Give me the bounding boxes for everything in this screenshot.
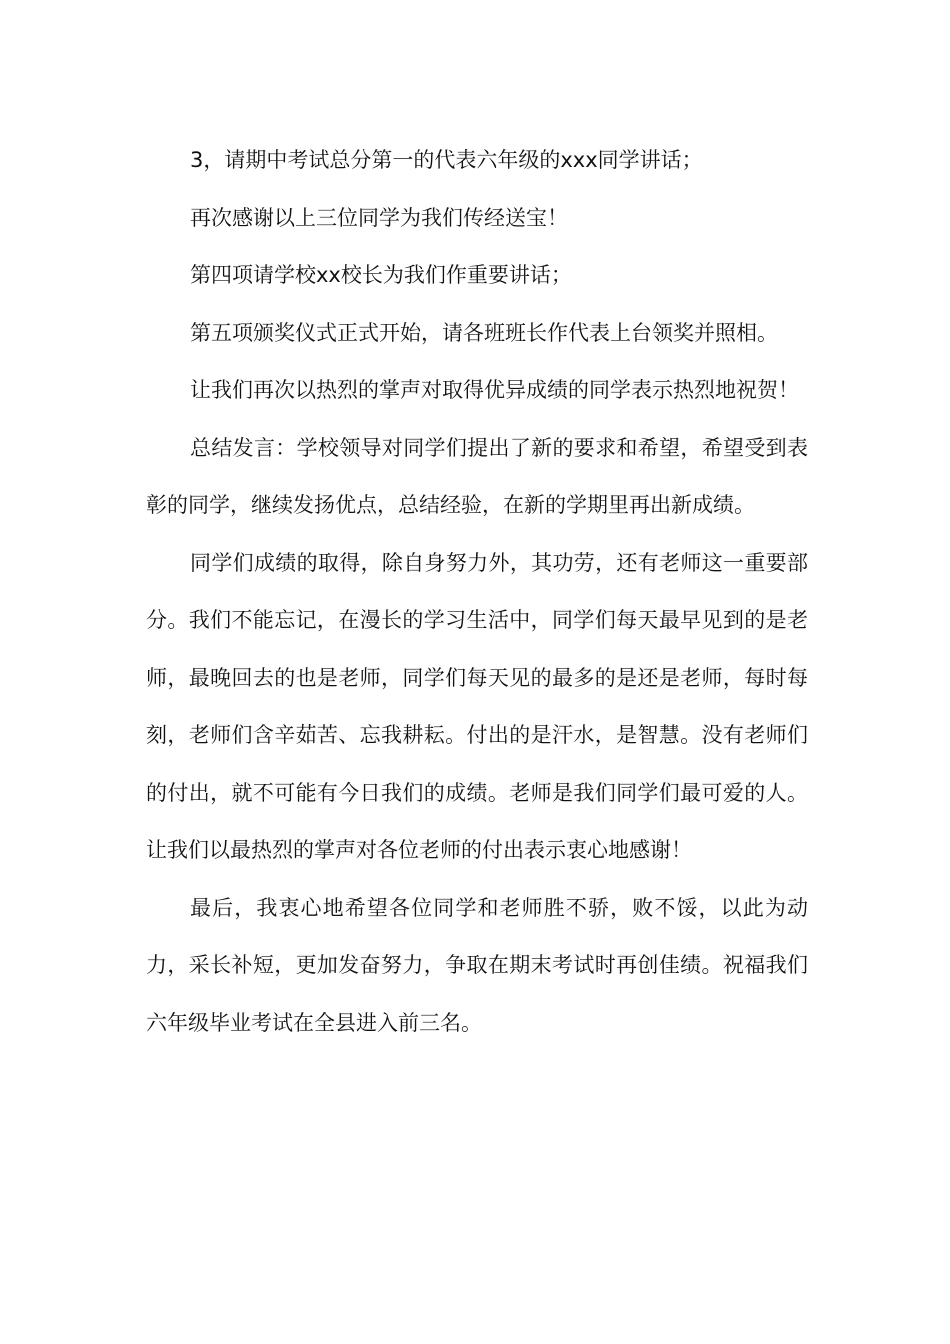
- paragraph-4: 第五项颁奖仪式正式开始，请各班班长作代表上台领奖并照相。: [190, 320, 778, 345]
- paragraph-6: 总结发言：学校领导对同学们提出了新的要求和希望，希望受到表彰的同学，继续发扬优点，总结经验，在新的学期里再出新成绩。: [146, 435, 808, 517]
- paragraph-2: 再次感谢以上三位同学为我们传经送宝！: [190, 205, 568, 230]
- paragraph-7: 同学们成绩的取得，除自身努力外，其功劳，还有老师这一重要部分。我们不能忘记，在漫长的学习生活中，同学们每天最早见到的是老师，最晚回去的也是老师，同学们每天见的最多的是还是老师，每时每刻，老师们含辛茹苦、忘我耕耘。付出的是汗水，是智慧。没有老师们的付出，就不可能有今日我们的成绩。老师是我们同学们最可爱的人。让我们以最热烈的掌声对各位老师的付出表示衷心地感谢！: [146, 550, 808, 862]
- paragraph-1: 3，请期中考试总分第一的代表六年级的xxx同学讲话；: [190, 148, 703, 172]
- paragraph-5: 让我们再次以热烈的掌声对取得优异成绩的同学表示热烈地祝贺！: [190, 378, 799, 402]
- paragraph-3: 第四项请学校xx校长为我们作重要讲话；: [190, 263, 572, 287]
- document-body: [146, 132, 808, 1052]
- paragraph-8: 最后，我衷心地希望各位同学和老师胜不骄，败不馁，以此为动力，采长补短，更加发奋努力，争取在期末考试时再创佳绩。祝福我们六年级毕业考试在全县进入前三名。: [146, 895, 808, 1035]
